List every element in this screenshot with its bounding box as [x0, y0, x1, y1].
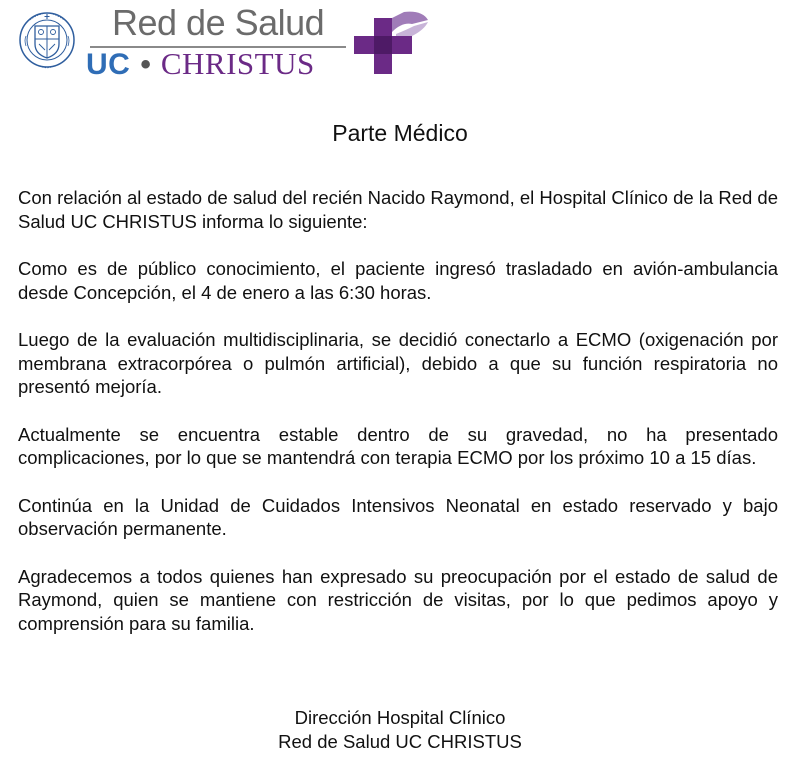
page-title: Parte Médico: [332, 120, 468, 146]
brand-uc-christus: [86, 46, 315, 82]
letterhead: [0, 0, 800, 88]
brand-christus-text: CHRISTUS: [160, 46, 315, 81]
paragraph-thanks: Agradecemos a todos quienes han expresado su preocupación por el estado de salud de Raymond, quien se mantiene con restricción de visitas, por lo que pedimos apoyo y comprensión para su familia.: [18, 565, 778, 634]
christus-cross-logo-icon: [352, 10, 430, 78]
brand-dot: •: [140, 48, 151, 81]
document-body: [18, 186, 778, 659]
paragraph-intro: Con relación al estado de salud del recién Nacido Raymond, el Hospital Clínico de la Red de Salud UC CHRISTUS informa lo siguiente:: [18, 187, 778, 232]
signature-block: [0, 706, 800, 754]
paragraph-ecmo: Luego de la evaluación multidisciplinaria, se decidió conectarlo a ECMO (oxigenación por membrana extracorpórea o pulmón artificial), debido a que su función respiratoria no presentó mejoría.: [18, 329, 778, 397]
paragraph-unit: Continúa en la Unidad de Cuidados Intensivos Neonatal en estado reservado y bajo observación permanente.: [18, 494, 778, 539]
brand-red-de-salud: Red de Salud: [112, 2, 325, 43]
signature-line-2: Red de Salud UC CHRISTUS: [278, 731, 522, 752]
university-seal-icon: [18, 6, 76, 76]
paragraph-status: Actualmente se encuentra estable dentro de su gravedad, no ha presentado complicaciones, por lo que se mantendrá con terapia ECMO por los próximo 10 a 15 días.: [18, 423, 778, 468]
brand-uc-text: UC: [86, 48, 131, 81]
paragraph-admission: Como es de público conocimiento, el paciente ingresó trasladado en avión-ambulancia desde Concepción, el 4 de enero a las 6:30 horas.: [18, 258, 778, 303]
signature-line-1: Dirección Hospital Clínico: [294, 707, 506, 728]
